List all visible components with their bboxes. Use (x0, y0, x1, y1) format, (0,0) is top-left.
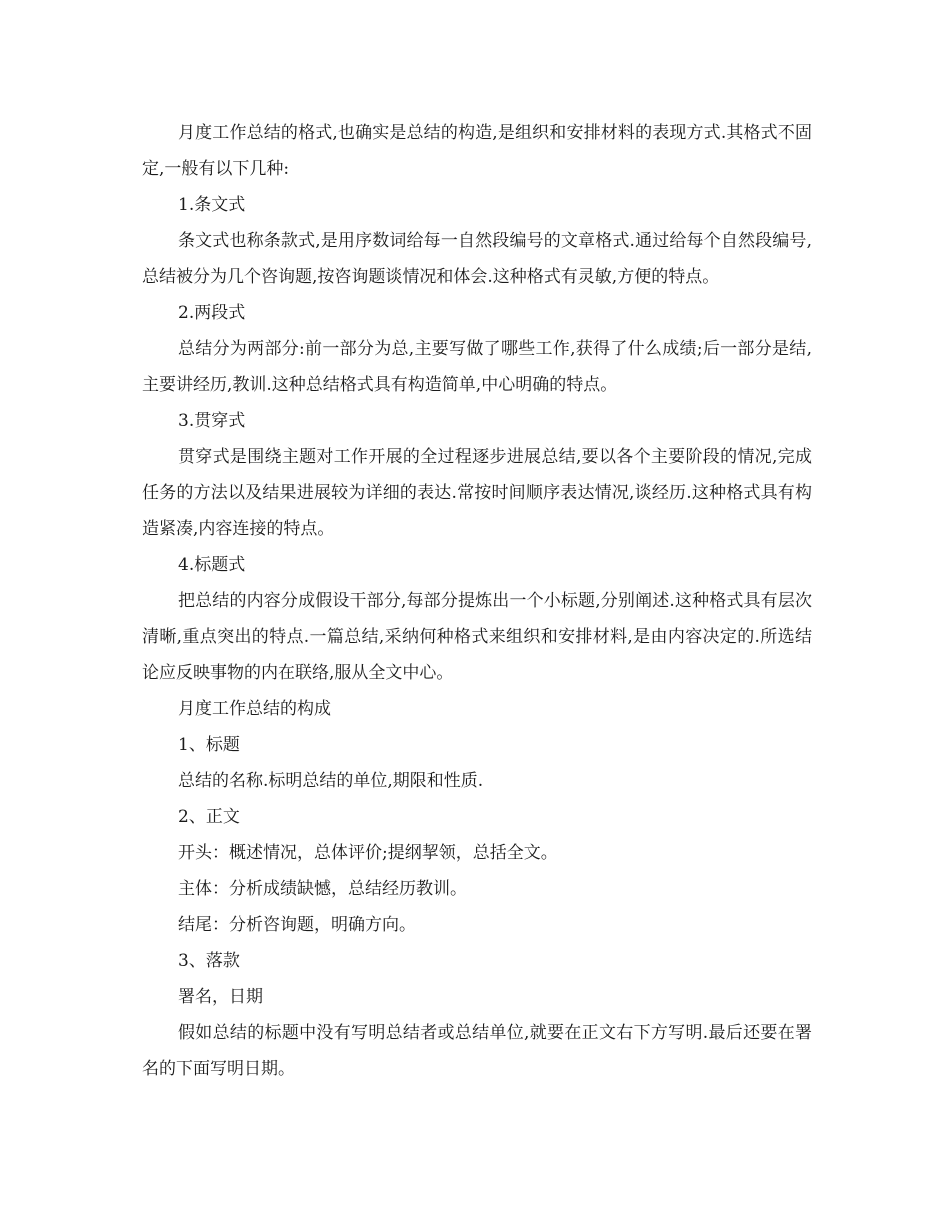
paragraph-signature: 署名，日期 (178, 987, 263, 1007)
document-page (142, 115, 812, 1087)
paragraph-item-2: 总结分为两部分:前一部分为总,主要写做了哪些工作,获得了什么成绩;后一部分是结,主要讲经历,教训.这种总结格式具有构造简单,中心明确的特点。 (142, 339, 812, 395)
paragraph-body-main: 主体：分析成绩缺憾，总结经历教训。 (178, 879, 467, 899)
heading-item-3: 3.贯穿式 (178, 411, 246, 431)
paragraph-item-4: 把总结的内容分成假设干部分,每部分提炼出一个小标题,分别阐述.这种格式具有层次清晰,重点突出的特点.一篇总结,采纳何种格式来组织和安排材料,是由内容决定的.所选结论应反映事物的内在联络,服从全文中心。 (142, 591, 812, 683)
section-heading-composition: 月度工作总结的构成 (178, 699, 331, 719)
paragraph-title: 总结的名称.标明总结的单位,期限和性质. (178, 771, 484, 791)
paragraph-signature-note: 假如总结的标题中没有写明总结者或总结单位,就要在正文右下方写明.最后还要在署名的下面写明日期。 (142, 1023, 812, 1079)
subheading-signature: 3、落款 (178, 951, 240, 971)
paragraph-intro: 月度工作总结的格式,也确实是总结的构造,是组织和安排材料的表现方式.其格式不固定,一般有以下几种: (142, 123, 812, 179)
heading-item-1: 1.条文式 (178, 195, 246, 215)
paragraph-item-3: 贯穿式是围绕主题对工作开展的全过程逐步进展总结,要以各个主要阶段的情况,完成任务的方法以及结果进展较为详细的表达.常按时间顺序表达情况,谈经历.这种格式具有构造紧凑,内容连接的特点。 (142, 447, 812, 539)
paragraph-item-1: 条文式也称条款式,是用序数词给每一自然段编号的文章格式.通过给每个自然段编号,总结被分为几个咨询题,按咨询题谈情况和体会.这种格式有灵敏,方便的特点。 (142, 231, 812, 287)
paragraph-body-ending: 结尾：分析咨询题，明确方向。 (178, 915, 416, 935)
subheading-body: 2、正文 (178, 807, 240, 827)
subheading-title: 1、标题 (178, 735, 240, 755)
heading-item-4: 4.标题式 (178, 555, 246, 575)
heading-item-2: 2.两段式 (178, 303, 246, 323)
paragraph-body-opening: 开头：概述情况，总体评价;提纲挈领，总括全文。 (178, 843, 558, 863)
